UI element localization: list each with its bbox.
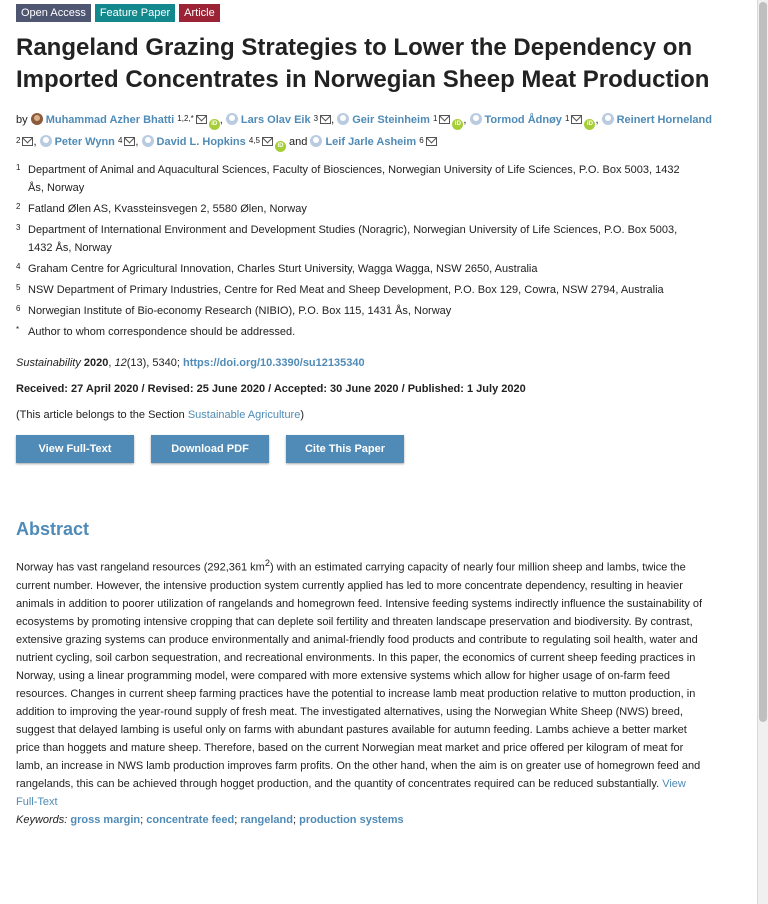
affiliation-num: 4 [16,262,21,271]
affiliations [16,161,752,341]
author-link[interactable]: Lars Olav Eik [240,114,311,126]
section-note [16,409,752,421]
citation-volume: 12 [114,357,127,369]
affiliation-text: Graham Centre for Agricultural Innovation, Charles Sturt University, Wagga Wagga, NSW 2650, Australia [28,263,538,275]
affiliation-text: Fatland Ølen AS, Kvassteinsvegen 2, 5580 Ølen, Norway [28,203,307,215]
doi-link[interactable]: https://doi.org/10.3390/su12135340 [183,357,365,369]
author-affil-sup: 1 [432,114,438,123]
author-affil-sup: 4 [117,136,123,145]
affiliation-num: 6 [16,304,21,313]
author-affil-sup: 6 [419,136,424,145]
affiliation-text: Norwegian Institute of Bio-economy Research (NIBIO), P.O. Box 115, 1431 Ås, Norway [28,305,452,317]
email-icon[interactable] [439,115,450,124]
open-access-badge[interactable]: Open Access [16,4,91,22]
view-full-text-button[interactable]: View Full-Text [16,435,134,463]
section-link[interactable]: Sustainable Agriculture [187,409,301,421]
keyword-link[interactable]: production systems [299,813,404,826]
email-icon[interactable] [196,115,207,124]
publication-dates: Received: 27 April 2020 / Revised: 25 June 2020 / Accepted: 30 June 2020 / Published: 1 July 2020 [16,383,526,395]
affiliation-item [16,302,752,320]
cite-paper-button[interactable]: Cite This Paper [286,435,404,463]
author-affil-sup: 4,5 [248,136,260,145]
orcid-icon[interactable]: iD [584,119,595,130]
author-link[interactable]: Geir Steinheim [352,114,430,126]
journal-name: Sustainability [16,357,81,369]
citation-line: Sustainability 2020, 12(13), 5340; https://doi.org/10.3390/su12135340 [16,357,365,369]
email-icon[interactable] [571,115,582,124]
by-label: by [16,114,28,126]
author-list: by Muhammad Azher Bhatti $^{1,2,*}$iD , Lars Olav Eik $^3$ , Geir Steinheim $^1$iD , Tormod Ådnøy $^1$iD , Reinert Horneland $^2$ , Peter Wynn $^4$ , David L. Hopkins $^{4,5}$iD and Leif Jarle Asheim $^6$ [16,109,716,153]
author-link[interactable]: Reinert Horneland [616,114,712,126]
abstract-view-full-text-link[interactable]: View Full-Text [16,777,686,808]
affiliation-text: Author to whom correspondence should be addressed. [28,326,296,338]
email-icon[interactable] [124,137,135,146]
affiliation-text: Department of Animal and Aquacultural Sciences, Faculty of Biosciences, Norwegian University of Life Sciences, P.O. Box 5003, 1432 Ås, Norway [28,164,680,194]
orcid-icon[interactable]: iD [452,119,463,130]
author-link[interactable]: Tormod Ådnøy [484,114,562,126]
abstract-unit-sup: 2 [264,558,270,568]
and-label: and [289,136,308,148]
citation-year: 2020 [83,357,109,369]
affiliation-text: Department of International Environment and Development Studies (Noragric), Norwegian University of Life Sciences, P.O. Box 5003, 1432 Ås, Norway [28,224,678,254]
article-type-badge: Article [179,4,220,22]
email-icon[interactable] [22,137,33,146]
affiliation-num: 1 [16,163,21,172]
author-link[interactable]: Peter Wynn [54,136,115,148]
keyword-link[interactable]: concentrate feed [146,813,235,826]
author-affil-sup: 3 [313,114,319,123]
author-affil-sup: 2 [16,136,21,145]
keywords-line: Keywords: gross margin; concentrate feed; rangeland; production systems [16,813,404,826]
affiliation-item [16,221,752,257]
affiliation-item [16,200,752,218]
author-avatar-icon [337,113,349,125]
affiliation-num: 3 [16,223,21,232]
author-link[interactable]: Muhammad Azher Bhatti [45,114,175,126]
section-prefix: (This article belongs to the Section [16,409,185,421]
author-avatar-icon [226,113,238,125]
affiliation-num: 2 [16,202,21,211]
keywords-label: Keywords: [16,813,68,826]
email-icon[interactable] [426,137,437,146]
action-buttons [16,435,752,463]
abstract-text-start: Norway has vast rangeland resources (292,361 km [16,561,265,574]
affiliation-num: 5 [16,283,21,292]
author-avatar-icon [602,113,614,125]
author-avatar-icon [310,135,322,147]
citation-issue-page: (13), 5340; [126,357,180,369]
affiliation-text: NSW Department of Primary Industries, Centre for Red Meat and Sheep Development, P.O. Box 129, Cowra, NSW 2794, Australia [28,284,664,296]
email-icon[interactable] [262,137,273,146]
affiliation-item [16,260,752,278]
keyword-link[interactable]: rangeland [240,813,293,826]
author-avatar-icon [40,135,52,147]
abstract-text-rest: ) with an estimated carrying capacity of nearly four million sheep and lambs, twice the current number. However, the intensive production system currently applied has led to more concentrate dependency, resulting in heavier animals in addition to poorer utilization of rangelands and homegrown feed. Intensive feeding systems indirectly influence the sustainability of ecosystems by promoting intensive cropping that can deplete soil fertility and threaten landscape preservation and biodiversity. By contrast, extensive grazing systems can produce environmentally and animal-friendly food products and contribute to regulating soil health, water and nutrient cycling, soil carbon sequestration, and recreational environments. In this paper, the economics of current sheep feeding practices in Norway, using a linear programming model, were compared with more extensive systems which allow for higher usage of on-farm feed resources. Changes in current sheep farming practices have the potential to increase lamb meat production relative to mutton production, in addition to improving the year-round supply of fresh meat. The investigated alternatives, using the Norwegian White Sheep (NWS) breed, suggest that delayed lambing is useful only on farms with abundant pastures available for autumn feeding. Lambs achieve a better market price than hoggets and mature sheep. Therefore, based on the current Norwegian meat market and price offered per kilogram of meat for lamb, an increase in NWS lamb production improves farm profits. On the other hand, when the aim is on greater use of homegrown feed and rangelands, this can be achieved through hogget production, and the quantity of concentrates required can be reduced substantially. [16,561,703,790]
author-affil-sup: 1,2,* [177,114,194,123]
article-title: Rangeland Grazing Strategies to Lower the Dependency on Imported Concentrates in Norwegian Sheep Meat Production [16,34,710,93]
badge-row [16,4,752,22]
author-avatar-icon [470,113,482,125]
affiliation-num: * [16,325,20,334]
orcid-icon[interactable]: iD [209,119,220,130]
download-pdf-button[interactable]: Download PDF [151,435,269,463]
author-affil-sup: 1 [565,114,570,123]
affiliation-item [16,323,752,341]
scrollbar-thumb[interactable] [759,2,767,722]
orcid-icon[interactable]: iD [275,141,286,152]
feature-paper-badge[interactable]: Feature Paper [95,4,175,22]
keyword-link[interactable]: gross margin [70,813,141,826]
affiliation-item [16,281,752,299]
affiliation-item [16,161,752,197]
section-suffix: ) [300,409,305,421]
author-link[interactable]: David L. Hopkins [156,136,246,148]
abstract-body [16,554,710,811]
email-icon[interactable] [320,115,331,124]
abstract-heading: Abstract [16,519,90,539]
author-avatar-icon [31,113,43,125]
author-avatar-icon [142,135,154,147]
page-scrollbar[interactable] [757,0,768,904]
author-link[interactable]: Leif Jarle Asheim [325,136,417,148]
